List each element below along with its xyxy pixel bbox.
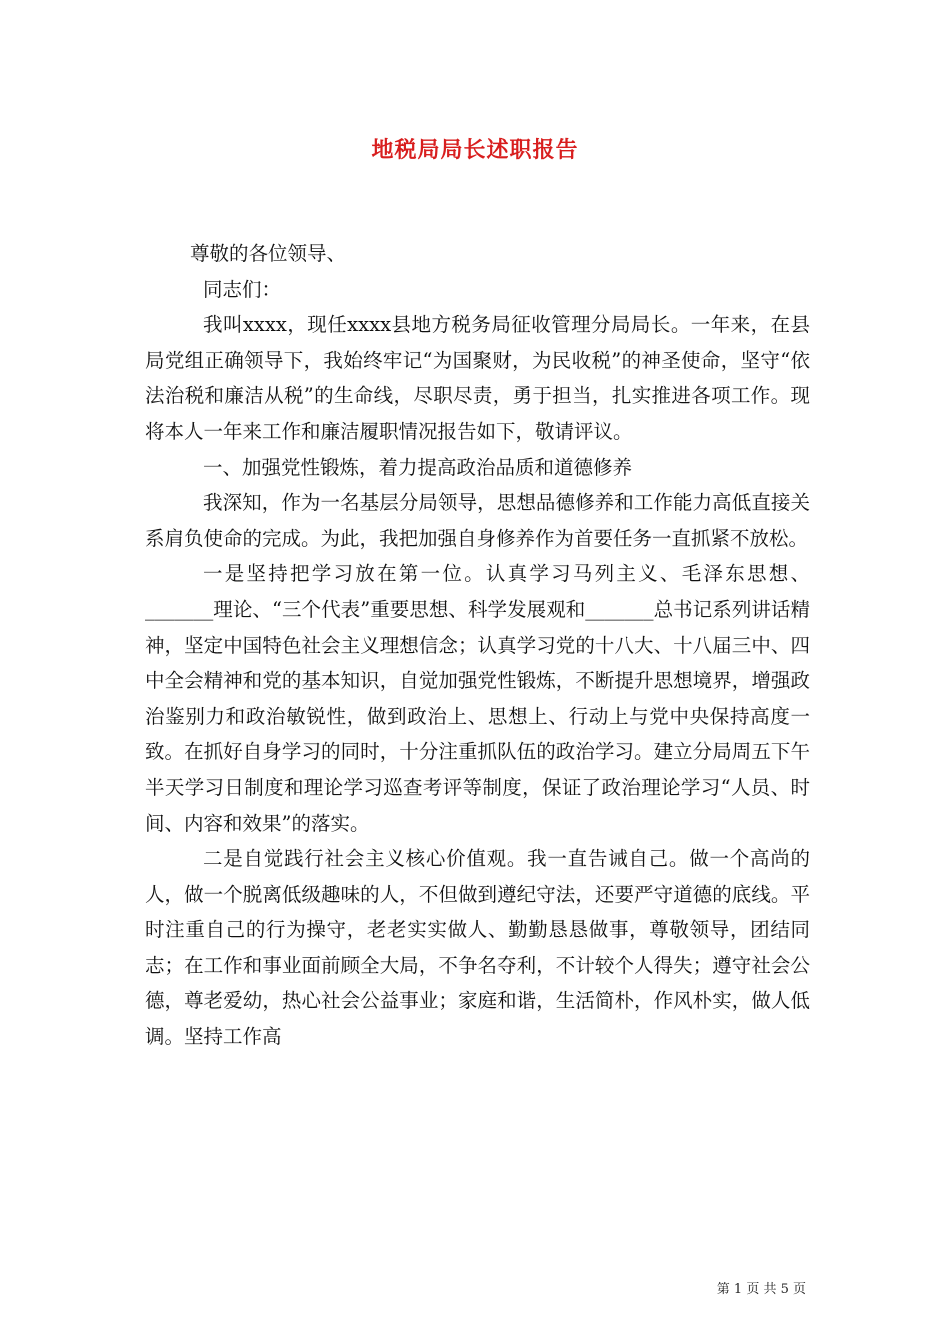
paragraph-intro: 我叫xxxx，现任xxxx县地方税务局征收管理分局局长。一年来，在县局党组正确领导下，我始终牢记“为国聚财，为民收税”的神圣使命，坚守“依法治税和廉洁从税”的生命线，尽职尽责，勇于担当，扎实推进各项工作。现将本人一年来工作和廉洁履职情况报告如下，敬请评议。 xyxy=(145,313,810,443)
document-title: 地税局局长述职报告 xyxy=(371,137,579,163)
page-number: 第 1 页 共 5 页 xyxy=(716,1282,806,1297)
greeting-line-1: 尊敬的各位领导、 xyxy=(190,242,347,265)
paragraph-3: 一是坚持把学习放在第一位。认真学习马列主义、毛泽东思想、_______理论、“三个代表”重要思想、科学发展观和_______总书记系列讲话精神，坚定中国特色社会主义理想信念；认真学习党的十八大、十八届三中、四中全会精神和党的基本知识，自觉加强党性锻炼，不断提升思想境界，增强政治鉴别力和政治敏锐性，做到政治上、思想上、行动上与党中央保持高度一致。在抓好自身学习的同时，十分注重抓队伍的政治学习。建立分局周五下午半天学习日制度和理论学习巡查考评等制度，保证了政治理论学习“人员、时间、内容和效果”的落实。 xyxy=(145,562,810,835)
greeting-line-2: 同志们： xyxy=(203,277,282,301)
paragraph-2: 我深知，作为一名基层分局领导，思想品德修养和工作能力高低直接关系肩负使命的完成。为此，我把加强自身修养作为首要任务一直抓紧不放松。 xyxy=(145,491,810,550)
document-body xyxy=(145,236,810,1055)
paragraph-4: 二是自觉践行社会主义核心价值观。我一直告诫自己。做一个高尚的人，做一个脱离低级趣味的人，不但做到遵纪守法，还要严守道德的底线。平时注重自己的行为操守，老老实实做人、勤勤恳恳做事，尊敬领导，团结同志；在工作和事业面前顾全大局，不争名夺利，不计较个人得失；遵守社会公德，尊老爱幼，热心社会公益事业；家庭和谐，生活简朴，作风朴实，做人低调。坚持工作高 xyxy=(145,847,810,1049)
section-heading-1: 一、加强党性锻炼，着力提高政治品质和道德修养 xyxy=(203,455,633,479)
